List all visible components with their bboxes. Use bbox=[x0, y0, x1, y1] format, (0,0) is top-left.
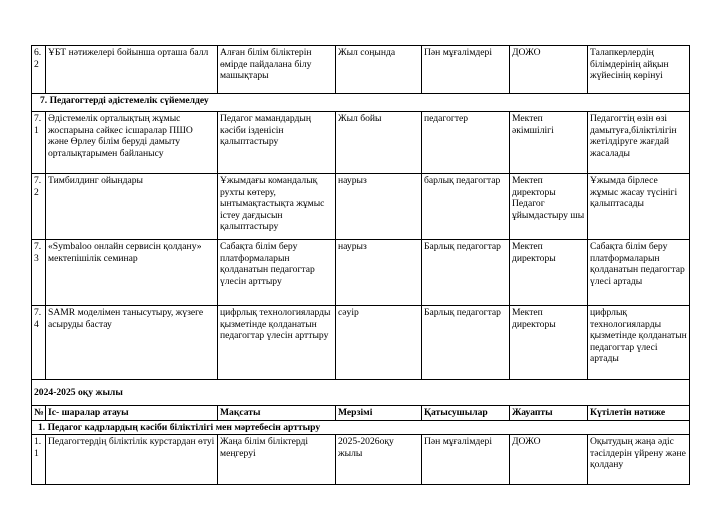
deadline-cell: сәуір bbox=[336, 306, 422, 380]
row-number: 7. 2 bbox=[32, 174, 46, 240]
deadline-cell: наурыз bbox=[336, 240, 422, 306]
result-cell: Талапкерлердің білімдерінің айқын жүйесінің көрінуі bbox=[588, 46, 690, 94]
activity-cell: SAMR моделімен танысутыру, жүзеге асыруды бастау bbox=[46, 306, 218, 380]
header-deadline: Мерзімі bbox=[336, 406, 422, 421]
section-title: 7. Педагогтерді әдістемелік сүйемелдеу bbox=[32, 94, 690, 112]
participants-cell: Пән мұғалімдері bbox=[422, 435, 510, 485]
goal-cell: цифрлық технологияларды қызметінде қолданатын педагогтар үлесін арттыру bbox=[218, 306, 336, 380]
section-row bbox=[32, 94, 690, 112]
table-row bbox=[32, 46, 690, 94]
responsible-cell: ДОЖО bbox=[510, 435, 588, 485]
activity-cell: ҰБТ нәтижелері бойынша орташа балл bbox=[46, 46, 218, 94]
table-row bbox=[32, 112, 690, 174]
responsible-cell: Мектеп директоры bbox=[510, 240, 588, 306]
row-number: 7. 1 bbox=[32, 112, 46, 174]
goal-cell: Ұжымдағы командалық рухты көтеру, ынтымақтастықта жұмыс істеу дағдысын қалыптастыру bbox=[218, 174, 336, 240]
participants-cell: барлық педагогтар bbox=[422, 174, 510, 240]
header-goal: Мақсаты bbox=[218, 406, 336, 421]
result-cell: Ұжымда бірлесе жұмыс жасау түсінігі қалыптасады bbox=[588, 174, 690, 240]
deadline-cell: Жыл бойы bbox=[336, 112, 422, 174]
plan-table bbox=[31, 45, 690, 485]
activity-cell: Педагогтердің біліктілік курстардан өтуі bbox=[46, 435, 218, 485]
header-activity: Іс- шаралар атауы bbox=[46, 406, 218, 421]
section-title: 1. Педагог кадрлардың кәсіби біліктілігі мен мәртебесін арттыру bbox=[32, 420, 690, 435]
result-cell: Оқытудың жаңа әдіс тәсілдерін үйрену және қолдану bbox=[588, 435, 690, 485]
row-number: 7. 4 bbox=[32, 306, 46, 380]
table-row bbox=[32, 240, 690, 306]
participants-cell: Пән мұғалімдері bbox=[422, 46, 510, 94]
row-number: 6. 2 bbox=[32, 46, 46, 94]
goal-cell: Алған білім біліктерін өмірде пайдалана білу машықтары bbox=[218, 46, 336, 94]
table-row bbox=[32, 435, 690, 485]
row-number: 1. 1 bbox=[32, 435, 46, 485]
participants-cell: Барлық педагогтар bbox=[422, 306, 510, 380]
responsible-cell: ДОЖО bbox=[510, 46, 588, 94]
activity-cell: Тимбилдинг ойындары bbox=[46, 174, 218, 240]
responsible-cell: Мектеп директоры Педагог ұйымдастыру шы bbox=[510, 174, 588, 240]
year-title: 2024-2025 оқу жылы bbox=[32, 380, 690, 406]
result-cell: Сабақта білім беру платформаларын қолданатын педагогтар үлесі артады bbox=[588, 240, 690, 306]
result-cell: цифрлық технологияларды қызметінде қолданатын педагогтар үлесі артады bbox=[588, 306, 690, 380]
year-title-row bbox=[32, 380, 690, 406]
deadline-cell: наурыз bbox=[336, 174, 422, 240]
header-result: Күтілетін нәтиже bbox=[588, 406, 690, 421]
deadline-cell: 2025-2026оқу жылы bbox=[336, 435, 422, 485]
participants-cell: педагогтер bbox=[422, 112, 510, 174]
result-cell: Педагогтің өзін өзі дамытуға,біліктілігін жетілдіруге жағдай жасалады bbox=[588, 112, 690, 174]
header-num: № bbox=[32, 406, 46, 421]
deadline-cell: Жыл соңында bbox=[336, 46, 422, 94]
header-responsible: Жауапты bbox=[510, 406, 588, 421]
table-row bbox=[32, 174, 690, 240]
goal-cell: Сабақта білім беру платформаларын қолданатын педагогтар үлесін арттыру bbox=[218, 240, 336, 306]
header-row bbox=[32, 406, 690, 421]
row-number: 7. 3 bbox=[32, 240, 46, 306]
header-participants: Қатысушылар bbox=[422, 406, 510, 421]
activity-cell: Әдістемелік орталықтың жұмыс жоспарына сәйкес ісшаралар ПШО және Өрлеу білім беруді дамыту орталықтарымен байланысу bbox=[46, 112, 218, 174]
goal-cell: Педагог мамандардың кәсіби ізденісін қалыптастыру bbox=[218, 112, 336, 174]
section-row bbox=[32, 420, 690, 435]
goal-cell: Жаңа білім біліктерді меңгеруі bbox=[218, 435, 336, 485]
participants-cell: Барлық педагогтар bbox=[422, 240, 510, 306]
activity-cell: «Symbaloo онлайн сервисін қолдану» мектепішілік семинар bbox=[46, 240, 218, 306]
table-row bbox=[32, 306, 690, 380]
responsible-cell: Мектеп директоры bbox=[510, 306, 588, 380]
responsible-cell: Мектеп әкімшілігі bbox=[510, 112, 588, 174]
